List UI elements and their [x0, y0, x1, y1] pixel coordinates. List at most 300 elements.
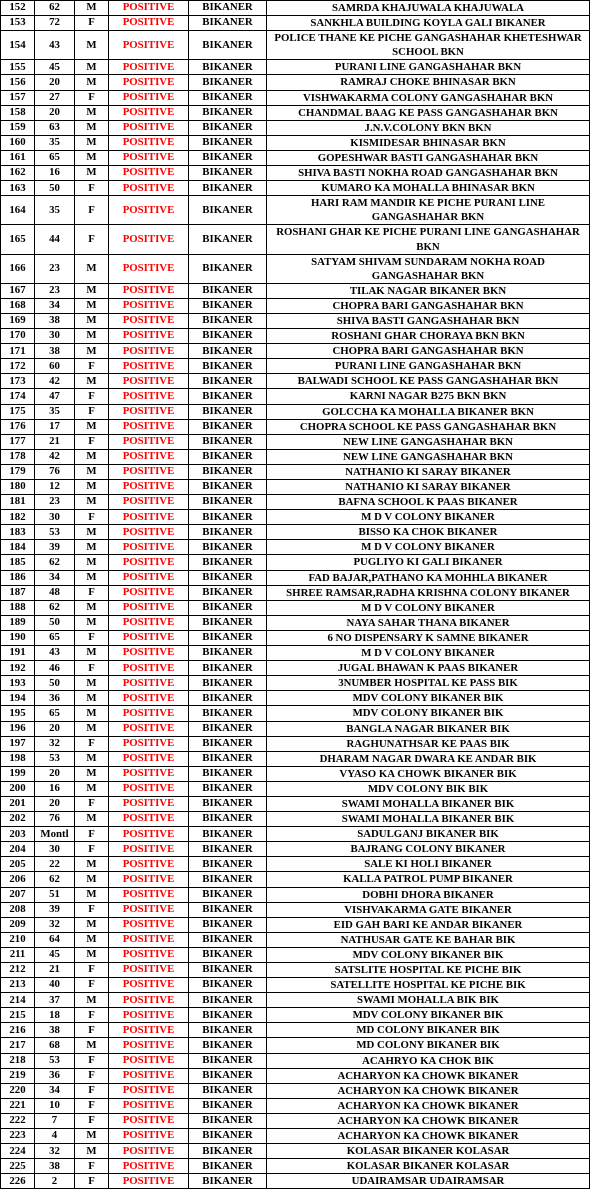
city-cell: BIKANER	[189, 1113, 267, 1128]
city-cell: BIKANER	[189, 254, 267, 283]
serial-number-cell: 176	[1, 419, 35, 434]
gender-cell: M	[75, 1144, 109, 1159]
gender-cell: M	[75, 329, 109, 344]
result-cell: POSITIVE	[109, 374, 189, 389]
result-cell: POSITIVE	[109, 978, 189, 993]
table-row	[1, 1023, 590, 1038]
result-cell: POSITIVE	[109, 389, 189, 404]
result-cell: POSITIVE	[109, 766, 189, 781]
address-cell: NEW LINE GANGASHAHAR BKN	[267, 434, 590, 449]
table-row	[1, 419, 590, 434]
address-cell: SATELLITE HOSPITAL KE PICHE BIK	[267, 978, 590, 993]
serial-number-cell: 168	[1, 298, 35, 313]
result-cell: POSITIVE	[109, 1083, 189, 1098]
address-cell: MD COLONY BIKANER BIK	[267, 1038, 590, 1053]
address-cell: NATHANIO KI SARAY BIKANER	[267, 464, 590, 479]
city-cell: BIKANER	[189, 857, 267, 872]
city-cell: BIKANER	[189, 105, 267, 120]
result-cell: POSITIVE	[109, 298, 189, 313]
table-row	[1, 283, 590, 298]
result-cell: POSITIVE	[109, 120, 189, 135]
address-cell: MDV COLONY BIKANER BIK	[267, 1008, 590, 1023]
result-cell: POSITIVE	[109, 676, 189, 691]
gender-cell: F	[75, 1083, 109, 1098]
age-cell: 53	[35, 525, 75, 540]
gender-cell: F	[75, 1159, 109, 1174]
gender-cell: M	[75, 166, 109, 181]
gender-cell: M	[75, 766, 109, 781]
gender-cell: M	[75, 1129, 109, 1144]
gender-cell: M	[75, 932, 109, 947]
result-cell: POSITIVE	[109, 510, 189, 525]
city-cell: BIKANER	[189, 495, 267, 510]
gender-cell: M	[75, 105, 109, 120]
table-row	[1, 1068, 590, 1083]
age-cell: 21	[35, 963, 75, 978]
city-cell: BIKANER	[189, 1144, 267, 1159]
city-cell: BIKANER	[189, 1098, 267, 1113]
age-cell: 7	[35, 1113, 75, 1128]
table-row	[1, 706, 590, 721]
address-cell: KALLA PATROL PUMP BIKANER	[267, 872, 590, 887]
address-cell: SHIVA BASTI GANGASHAHAR BKN	[267, 313, 590, 328]
serial-number-cell: 167	[1, 283, 35, 298]
address-cell: ACHARYON KA CHOWK BIKANER	[267, 1129, 590, 1144]
age-cell: 4	[35, 1129, 75, 1144]
result-cell: POSITIVE	[109, 570, 189, 585]
address-cell: CHOPRA BARI GANGASHAHAR BKN	[267, 344, 590, 359]
gender-cell: M	[75, 135, 109, 150]
table-row	[1, 389, 590, 404]
table-row	[1, 464, 590, 479]
address-cell: ROSHANI GHAR CHORAYA BKN BKN	[267, 329, 590, 344]
city-cell: BIKANER	[189, 721, 267, 736]
city-cell: BIKANER	[189, 419, 267, 434]
age-cell: 62	[35, 600, 75, 615]
table-row	[1, 600, 590, 615]
table-row	[1, 120, 590, 135]
result-cell: POSITIVE	[109, 1113, 189, 1128]
result-cell: POSITIVE	[109, 646, 189, 661]
serial-number-cell: 200	[1, 781, 35, 796]
address-cell: SALE KI HOLI BIKANER	[267, 857, 590, 872]
result-cell: POSITIVE	[109, 196, 189, 225]
address-cell: EID GAH BARI KE ANDAR BIKANER	[267, 917, 590, 932]
address-cell: GOPESHWAR BASTI GANGASHAHAR BKN	[267, 150, 590, 165]
age-cell: 35	[35, 196, 75, 225]
city-cell: BIKANER	[189, 389, 267, 404]
gender-cell: F	[75, 585, 109, 600]
gender-cell: M	[75, 449, 109, 464]
gender-cell: F	[75, 1053, 109, 1068]
table-row	[1, 1159, 590, 1174]
serial-number-cell: 193	[1, 676, 35, 691]
address-cell: NATHUSAR GATE KE BAHAR BIK	[267, 932, 590, 947]
age-cell: 62	[35, 1, 75, 16]
table-row	[1, 887, 590, 902]
age-cell: 10	[35, 1098, 75, 1113]
result-cell: POSITIVE	[109, 225, 189, 254]
result-cell: POSITIVE	[109, 872, 189, 887]
gender-cell: M	[75, 676, 109, 691]
serial-number-cell: 188	[1, 600, 35, 615]
city-cell: BIKANER	[189, 706, 267, 721]
gender-cell: M	[75, 374, 109, 389]
address-cell: SATSLITE HOSPITAL KE PICHE BIK	[267, 963, 590, 978]
city-cell: BIKANER	[189, 781, 267, 796]
address-cell: RAMRAJ CHOKE BHINASAR BKN	[267, 75, 590, 90]
serial-number-cell: 179	[1, 464, 35, 479]
age-cell: 20	[35, 796, 75, 811]
result-cell: POSITIVE	[109, 1098, 189, 1113]
address-cell: M D V COLONY BIKANER	[267, 540, 590, 555]
age-cell: 32	[35, 917, 75, 932]
city-cell: BIKANER	[189, 902, 267, 917]
serial-number-cell: 225	[1, 1159, 35, 1174]
serial-number-cell: 215	[1, 1008, 35, 1023]
city-cell: BIKANER	[189, 359, 267, 374]
serial-number-cell: 211	[1, 947, 35, 962]
table-row	[1, 1129, 590, 1144]
gender-cell: M	[75, 570, 109, 585]
serial-number-cell: 155	[1, 60, 35, 75]
age-cell: 20	[35, 721, 75, 736]
result-cell: POSITIVE	[109, 887, 189, 902]
age-cell: 50	[35, 615, 75, 630]
gender-cell: M	[75, 1038, 109, 1053]
age-cell: 32	[35, 1144, 75, 1159]
city-cell: BIKANER	[189, 887, 267, 902]
serial-number-cell: 171	[1, 344, 35, 359]
result-cell: POSITIVE	[109, 1038, 189, 1053]
table-row	[1, 359, 590, 374]
table-row	[1, 736, 590, 751]
age-cell: 45	[35, 60, 75, 75]
city-cell: BIKANER	[189, 1, 267, 16]
serial-number-cell: 160	[1, 135, 35, 150]
gender-cell: M	[75, 887, 109, 902]
table-row	[1, 434, 590, 449]
serial-number-cell: 210	[1, 932, 35, 947]
address-cell: ACHARYON KA CHOWK BIKANER	[267, 1098, 590, 1113]
result-cell: POSITIVE	[109, 812, 189, 827]
gender-cell: F	[75, 796, 109, 811]
serial-number-cell: 173	[1, 374, 35, 389]
address-cell: MD COLONY BIKANER BIK	[267, 1023, 590, 1038]
age-cell: 65	[35, 706, 75, 721]
city-cell: BIKANER	[189, 766, 267, 781]
address-cell: PUGLIYO KI GALI BIKANER	[267, 555, 590, 570]
city-cell: BIKANER	[189, 917, 267, 932]
address-cell: RAGHUNATHSAR KE PAAS BIK	[267, 736, 590, 751]
result-cell: POSITIVE	[109, 283, 189, 298]
table-row	[1, 1, 590, 16]
city-cell: BIKANER	[189, 615, 267, 630]
city-cell: BIKANER	[189, 120, 267, 135]
result-cell: POSITIVE	[109, 480, 189, 495]
result-cell: POSITIVE	[109, 329, 189, 344]
table-row	[1, 374, 590, 389]
serial-number-cell: 159	[1, 120, 35, 135]
gender-cell: M	[75, 1, 109, 16]
age-cell: 20	[35, 105, 75, 120]
table-row	[1, 615, 590, 630]
result-cell: POSITIVE	[109, 16, 189, 31]
table-row	[1, 480, 590, 495]
city-cell: BIKANER	[189, 404, 267, 419]
address-cell: NAYA SAHAR THANA BIKANER	[267, 615, 590, 630]
city-cell: BIKANER	[189, 464, 267, 479]
serial-number-cell: 194	[1, 691, 35, 706]
serial-number-cell: 190	[1, 630, 35, 645]
gender-cell: M	[75, 600, 109, 615]
city-cell: BIKANER	[189, 449, 267, 464]
result-cell: POSITIVE	[109, 827, 189, 842]
address-cell: VISHVAKARMA GATE BIKANER	[267, 902, 590, 917]
city-cell: BIKANER	[189, 540, 267, 555]
address-cell: CHANDMAL BAAG KE PASS GANGASHAHAR BKN	[267, 105, 590, 120]
age-cell: 36	[35, 1068, 75, 1083]
result-cell: POSITIVE	[109, 105, 189, 120]
serial-number-cell: 162	[1, 166, 35, 181]
age-cell: 23	[35, 283, 75, 298]
serial-number-cell: 192	[1, 661, 35, 676]
serial-number-cell: 222	[1, 1113, 35, 1128]
table-row	[1, 691, 590, 706]
gender-cell: F	[75, 736, 109, 751]
age-cell: 36	[35, 691, 75, 706]
gender-cell: F	[75, 1098, 109, 1113]
result-cell: POSITIVE	[109, 1, 189, 16]
result-cell: POSITIVE	[109, 150, 189, 165]
result-cell: POSITIVE	[109, 615, 189, 630]
gender-cell: F	[75, 827, 109, 842]
address-cell: MDV COLONY BIKANER BIK	[267, 947, 590, 962]
serial-number-cell: 223	[1, 1129, 35, 1144]
serial-number-cell: 218	[1, 1053, 35, 1068]
age-cell: 30	[35, 510, 75, 525]
city-cell: BIKANER	[189, 1174, 267, 1189]
result-cell: POSITIVE	[109, 434, 189, 449]
city-cell: BIKANER	[189, 225, 267, 254]
age-cell: 50	[35, 676, 75, 691]
gender-cell: M	[75, 615, 109, 630]
city-cell: BIKANER	[189, 374, 267, 389]
age-cell: 40	[35, 978, 75, 993]
age-cell: 27	[35, 90, 75, 105]
age-cell: 2	[35, 1174, 75, 1189]
city-cell: BIKANER	[189, 313, 267, 328]
gender-cell: M	[75, 751, 109, 766]
serial-number-cell: 165	[1, 225, 35, 254]
result-cell: POSITIVE	[109, 60, 189, 75]
table-row	[1, 166, 590, 181]
serial-number-cell: 221	[1, 1098, 35, 1113]
serial-number-cell: 220	[1, 1083, 35, 1098]
address-cell: BISSO KA CHOK BIKANER	[267, 525, 590, 540]
table-row	[1, 751, 590, 766]
table-row	[1, 196, 590, 225]
age-cell: 23	[35, 495, 75, 510]
city-cell: BIKANER	[189, 196, 267, 225]
age-cell: 64	[35, 932, 75, 947]
city-cell: BIKANER	[189, 344, 267, 359]
table-row	[1, 857, 590, 872]
gender-cell: M	[75, 993, 109, 1008]
serial-number-cell: 157	[1, 90, 35, 105]
result-cell: POSITIVE	[109, 691, 189, 706]
age-cell: 60	[35, 359, 75, 374]
serial-number-cell: 154	[1, 31, 35, 60]
table-row	[1, 917, 590, 932]
table-row	[1, 902, 590, 917]
result-cell: POSITIVE	[109, 404, 189, 419]
age-cell: 53	[35, 751, 75, 766]
address-cell: BANGLA NAGAR BIKANER BIK	[267, 721, 590, 736]
result-cell: POSITIVE	[109, 917, 189, 932]
age-cell: 30	[35, 842, 75, 857]
age-cell: 68	[35, 1038, 75, 1053]
table-row	[1, 766, 590, 781]
city-cell: BIKANER	[189, 166, 267, 181]
table-row	[1, 1038, 590, 1053]
gender-cell: F	[75, 978, 109, 993]
table-row	[1, 404, 590, 419]
city-cell: BIKANER	[189, 796, 267, 811]
table-row	[1, 60, 590, 75]
serial-number-cell: 152	[1, 1, 35, 16]
gender-cell: M	[75, 344, 109, 359]
result-cell: POSITIVE	[109, 842, 189, 857]
serial-number-cell: 180	[1, 480, 35, 495]
result-cell: POSITIVE	[109, 751, 189, 766]
age-cell: 62	[35, 872, 75, 887]
serial-number-cell: 216	[1, 1023, 35, 1038]
address-cell: BAJRANG COLONY BIKANER	[267, 842, 590, 857]
serial-number-cell: 177	[1, 434, 35, 449]
address-cell: SHIVA BASTI NOKHA ROAD GANGASHAHAR BKN	[267, 166, 590, 181]
serial-number-cell: 174	[1, 389, 35, 404]
gender-cell: F	[75, 225, 109, 254]
result-cell: POSITIVE	[109, 181, 189, 196]
table-row	[1, 963, 590, 978]
city-cell: BIKANER	[189, 1023, 267, 1038]
city-cell: BIKANER	[189, 585, 267, 600]
city-cell: BIKANER	[189, 480, 267, 495]
gender-cell: F	[75, 661, 109, 676]
result-cell: POSITIVE	[109, 1068, 189, 1083]
address-cell: TILAK NAGAR BIKANER BKN	[267, 283, 590, 298]
age-cell: 44	[35, 225, 75, 254]
age-cell: 39	[35, 540, 75, 555]
serial-number-cell: 169	[1, 313, 35, 328]
result-cell: POSITIVE	[109, 736, 189, 751]
result-cell: POSITIVE	[109, 166, 189, 181]
serial-number-cell: 224	[1, 1144, 35, 1159]
gender-cell: F	[75, 404, 109, 419]
age-cell: 63	[35, 120, 75, 135]
serial-number-cell: 199	[1, 766, 35, 781]
table-row	[1, 181, 590, 196]
age-cell: 20	[35, 766, 75, 781]
address-cell: SHREE RAMSAR,RADHA KRISHNA COLONY BIKANER	[267, 585, 590, 600]
table-row	[1, 298, 590, 313]
city-cell: BIKANER	[189, 283, 267, 298]
result-cell: POSITIVE	[109, 90, 189, 105]
gender-cell: F	[75, 1023, 109, 1038]
age-cell: 51	[35, 887, 75, 902]
age-cell: 46	[35, 661, 75, 676]
address-cell: KARNI NAGAR B275 BKN BKN	[267, 389, 590, 404]
age-cell: 34	[35, 298, 75, 313]
age-cell: 34	[35, 570, 75, 585]
gender-cell: M	[75, 480, 109, 495]
table-row	[1, 721, 590, 736]
result-cell: POSITIVE	[109, 993, 189, 1008]
address-cell: VISHWAKARMA COLONY GANGASHAHAR BKN	[267, 90, 590, 105]
age-cell: 18	[35, 1008, 75, 1023]
address-cell: NEW LINE GANGASHAHAR BKN	[267, 449, 590, 464]
gender-cell: M	[75, 60, 109, 75]
gender-cell: M	[75, 120, 109, 135]
result-cell: POSITIVE	[109, 449, 189, 464]
serial-number-cell: 201	[1, 796, 35, 811]
address-cell: DOBHI DHORA BIKANER	[267, 887, 590, 902]
result-cell: POSITIVE	[109, 1174, 189, 1189]
address-cell: PURANI LINE GANGASHAHAR BKN	[267, 60, 590, 75]
result-cell: POSITIVE	[109, 75, 189, 90]
address-cell: M D V COLONY BIKANER	[267, 510, 590, 525]
result-cell: POSITIVE	[109, 963, 189, 978]
city-cell: BIKANER	[189, 963, 267, 978]
table-row	[1, 449, 590, 464]
gender-cell: F	[75, 963, 109, 978]
age-cell: 34	[35, 1083, 75, 1098]
age-cell: 53	[35, 1053, 75, 1068]
city-cell: BIKANER	[189, 993, 267, 1008]
gender-cell: F	[75, 359, 109, 374]
address-cell: ACHARYON KA CHOWK BIKANER	[267, 1083, 590, 1098]
gender-cell: M	[75, 464, 109, 479]
city-cell: BIKANER	[189, 31, 267, 60]
age-cell: 45	[35, 947, 75, 962]
age-cell: 42	[35, 449, 75, 464]
serial-number-cell: 217	[1, 1038, 35, 1053]
city-cell: BIKANER	[189, 510, 267, 525]
gender-cell: F	[75, 196, 109, 225]
result-cell: POSITIVE	[109, 721, 189, 736]
serial-number-cell: 213	[1, 978, 35, 993]
serial-number-cell: 185	[1, 555, 35, 570]
address-cell: FAD BAJAR,PATHANO KA MOHHLA BIKANER	[267, 570, 590, 585]
serial-number-cell: 208	[1, 902, 35, 917]
serial-number-cell: 158	[1, 105, 35, 120]
address-cell: 6 NO DISPENSARY K SAMNE BIKANER	[267, 630, 590, 645]
gender-cell: F	[75, 842, 109, 857]
address-cell: KUMARO KA MOHALLA BHINASAR BKN	[267, 181, 590, 196]
serial-number-cell: 182	[1, 510, 35, 525]
city-cell: BIKANER	[189, 135, 267, 150]
age-cell: 32	[35, 736, 75, 751]
result-cell: POSITIVE	[109, 600, 189, 615]
city-cell: BIKANER	[189, 978, 267, 993]
table-row	[1, 796, 590, 811]
gender-cell: F	[75, 630, 109, 645]
address-cell: UDAIRAMSAR UDAIRAMSAR	[267, 1174, 590, 1189]
address-cell: M D V COLONY BIKANER	[267, 646, 590, 661]
gender-cell: F	[75, 90, 109, 105]
table-row	[1, 344, 590, 359]
